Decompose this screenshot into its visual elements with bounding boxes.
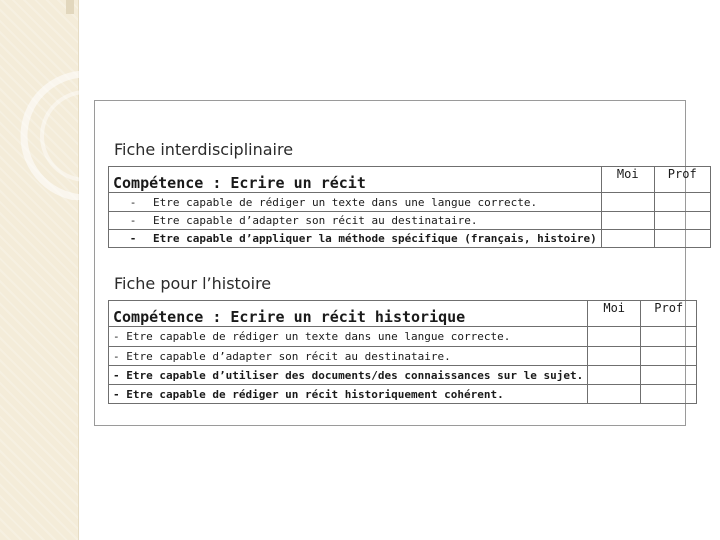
table-row	[109, 347, 697, 366]
side-band-texture	[0, 0, 78, 540]
competence-table-histoire	[108, 300, 697, 404]
checkbox-cell-moi[interactable]	[601, 230, 654, 248]
criterion-text: Etre capable d’adapter son récit au destinataire.	[153, 214, 478, 227]
section-title-interdisciplinaire: Fiche interdisciplinaire	[114, 140, 294, 159]
table-row	[109, 366, 697, 385]
checkbox-cell-moi[interactable]	[601, 212, 654, 230]
column-prof-header: Prof	[654, 167, 710, 193]
table-row	[109, 230, 711, 248]
criterion-text: Etre capable d’appliquer la méthode spécifique (français, histoire)	[153, 232, 597, 245]
table-row	[109, 212, 711, 230]
table-header-row	[109, 167, 711, 193]
checkbox-cell-prof[interactable]	[641, 327, 697, 347]
competence-heading: Compétence : Ecrire un récit	[109, 167, 602, 193]
criterion-cell	[109, 193, 602, 212]
criterion-text: Etre capable de rédiger un texte dans une langue correcte.	[153, 195, 538, 209]
criterion-cell	[109, 230, 602, 248]
criterion-cell: - Etre capable de rédiger un texte dans une langue correcte.	[109, 327, 588, 347]
checkbox-cell-moi[interactable]	[588, 385, 641, 404]
column-moi-header: Moi	[601, 167, 654, 193]
checkbox-cell-moi[interactable]	[588, 327, 641, 347]
column-prof-header: Prof	[641, 301, 697, 327]
decorative-bar	[66, 0, 74, 14]
table-row	[109, 193, 711, 212]
criterion-cell	[109, 212, 602, 230]
bullet-dash: -	[129, 232, 137, 245]
competence-table-interdisciplinaire	[108, 166, 711, 248]
checkbox-cell-prof[interactable]	[641, 385, 697, 404]
competence-heading: Compétence : Ecrire un récit historique	[109, 301, 588, 327]
checkbox-cell-moi[interactable]	[588, 347, 641, 366]
criterion-cell: - Etre capable d’utiliser des documents/des connaissances sur le sujet.	[109, 366, 588, 385]
bullet-dash: -	[129, 214, 137, 227]
section-title-histoire: Fiche pour l’histoire	[114, 274, 272, 293]
table-row	[109, 385, 697, 404]
checkbox-cell-prof[interactable]	[654, 212, 710, 230]
checkbox-cell-prof[interactable]	[641, 347, 697, 366]
column-moi-header: Moi	[588, 301, 641, 327]
checkbox-cell-prof[interactable]	[641, 366, 697, 385]
checkbox-cell-prof[interactable]	[654, 193, 710, 212]
checkbox-cell-moi[interactable]	[588, 366, 641, 385]
criterion-cell: - Etre capable de rédiger un récit historiquement cohérent.	[109, 385, 588, 404]
table-row	[109, 327, 697, 347]
checkbox-cell-moi[interactable]	[601, 193, 654, 212]
criterion-cell: - Etre capable d’adapter son récit au destinataire.	[109, 347, 588, 366]
slide-side-band	[0, 0, 79, 540]
checkbox-cell-prof[interactable]	[654, 230, 710, 248]
bullet-dash: -	[129, 195, 137, 209]
table-header-row	[109, 301, 697, 327]
